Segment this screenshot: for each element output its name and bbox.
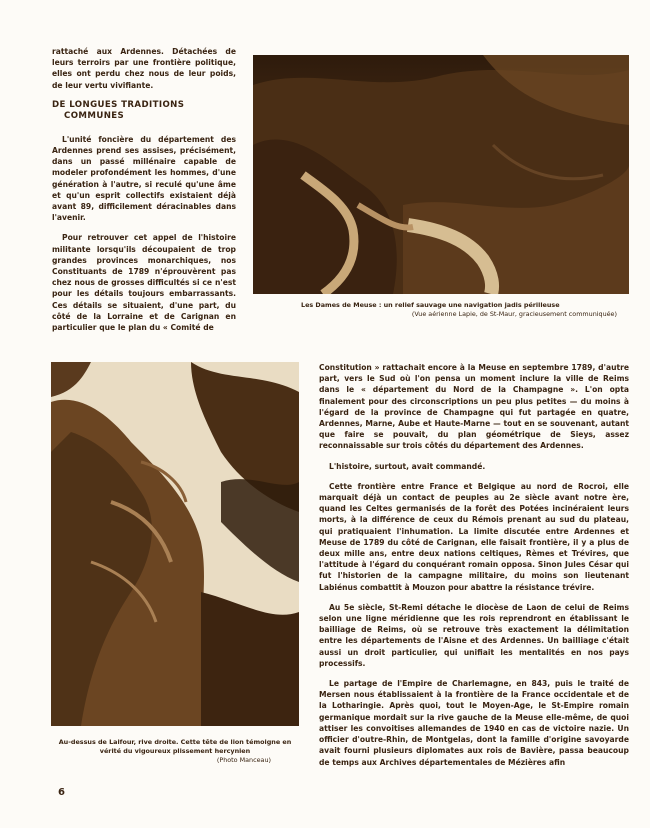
section-heading [52,100,236,122]
caption-meuse [301,301,631,319]
right-column-text [319,362,629,777]
aerial-valley-illustration [253,55,629,294]
caption-laifour-credit: (Photo Manceau) [216,756,271,764]
caption-meuse-credit: (Vue aérienne Lapie, de St-Maur, gracieusement communiquée) [411,310,617,318]
paragraph-charlemagne: Le partage de l'Empire de Charlemagne, en 843, puis le traité de Mersen nous établissaient à la frontière de la France occidentale et de la Lotharingie. Après quoi, tout le Moyen-Age, le St-Empire romain germanique mordait sur la rive gauche de la Meuse elle-même, de quoi attiser les convoitises allemandes de 1940 en cas de victoire nazie. Un officier d'outre-Rhin, de Montgelas, dont la famille d'origine savoyarde avait fourni plusieurs diplomates aux rois de Bavière, passa beaucoup de temps aux Archives départementales de Mézières afin [319,679,629,767]
paragraph-intro: rattaché aux Ardennes. Détachées de leurs terroirs par une frontière politique, elles ont perdu chez nous de leur poids, de leur vertu vivifiante. [52,47,236,90]
caption-meuse-text: Les Dames de Meuse : un relief sauvage une navigation jadis périlleuse [301,301,560,309]
paragraph-commande: L'histoire, surtout, avait commandé. [329,461,486,471]
paragraph-frontiere: Cette frontière entre France et Belgique au nord de Rocroi, elle marquait déjà un contact de peuples au 2e siècle avant notre ère, quand les Celtes germanisés de la forêt des Potées incinéraient leurs morts, à la différence de ceux du Rémois prenant au sud du plateau, qui pratiquaient l'inhumation. La limite discutée entre Ardennes et Meuse de 1789 du côté de Carignan, elle faisait frontière, il y a plus de deux mille ans, entre deux nations celtiques, Rèmes et Trévires, que l'attitude à l'égard du conquérant romain opposa. Sinon Jules César qui fut l'historien de la campagne militaire, du moins son lieutenant Labiénus combattit à Mouzon pour abattre la résistance trévire. [319,481,629,592]
paragraph-unite: L'unité foncière du département des Ardennes prend ses assises, précisément, dans un passé millénaire capable de modeler profondément les hommes, d'une génération à l'autre, si reculé qu'une âme et qu'un esprit collectifs existaient déjà avant 89, difficilement déracinables dans l'avenir. [52,134,236,223]
caption-laifour-text: Au-dessus de Laifour, rive droite. Cette tête de lion témoigne en vérité du vigoureux plissement hercynien [58,738,292,755]
paragraph-stremi: Au 5e siècle, St-Remi détache le diocèse de Laon de celui de Reims selon une ligne méridienne que les rois reprendront en établissant le bailliage de Reims, où se retrouve très exactement la délimitation entre les départements de l'Aisne et des Ardennes. Un bailliage c'était aussi un droit particulier, qui unifiait les mentalités en nos pays processifs. [319,602,629,668]
section-heading-line2: COMMUNES [64,110,125,121]
paragraph-constitution: Constitution » rattachait encore à la Meuse en septembre 1789, d'autre part, vers le Sud où l'on pensa un moment inclure la ville de Reims dans le « département du Nord de la Champagne ». L'on opta finalement pour des circonscriptions un peu plus petites — du moins à l'égard de la province de Champagne qui fut partagée en quatre, Ardennes, Marne, Aube et Haute-Marne — tout en se souvenant, autant que faire se pouvait, du plan géométrique de Sieys, assez reconnaissable sur trois côtés du département des Ardennes. [319,363,629,451]
page-number: 6 [58,787,65,798]
section-heading-line1: DE LONGUES TRADITIONS [52,99,185,110]
rock-lion-head-illustration [51,362,299,726]
left-column-text [52,46,236,342]
caption-laifour [51,738,299,765]
photo-dames-de-meuse [253,55,629,294]
photo-laifour [51,362,299,726]
paragraph-histoire: Pour retrouver cet appel de l'histoire militante lorsqu'ils découpaient de trop grandes provinces monarchiques, nos Constituants de 1789 n'éprouvèrent pas chez nous de grosses difficultés si ce n'est pour les détails toujours embarrassants. Ces détails se situaient, d'une part, du côté de la Lorraine et de Carignan en particulier que le plan du « Comité de [52,233,236,333]
